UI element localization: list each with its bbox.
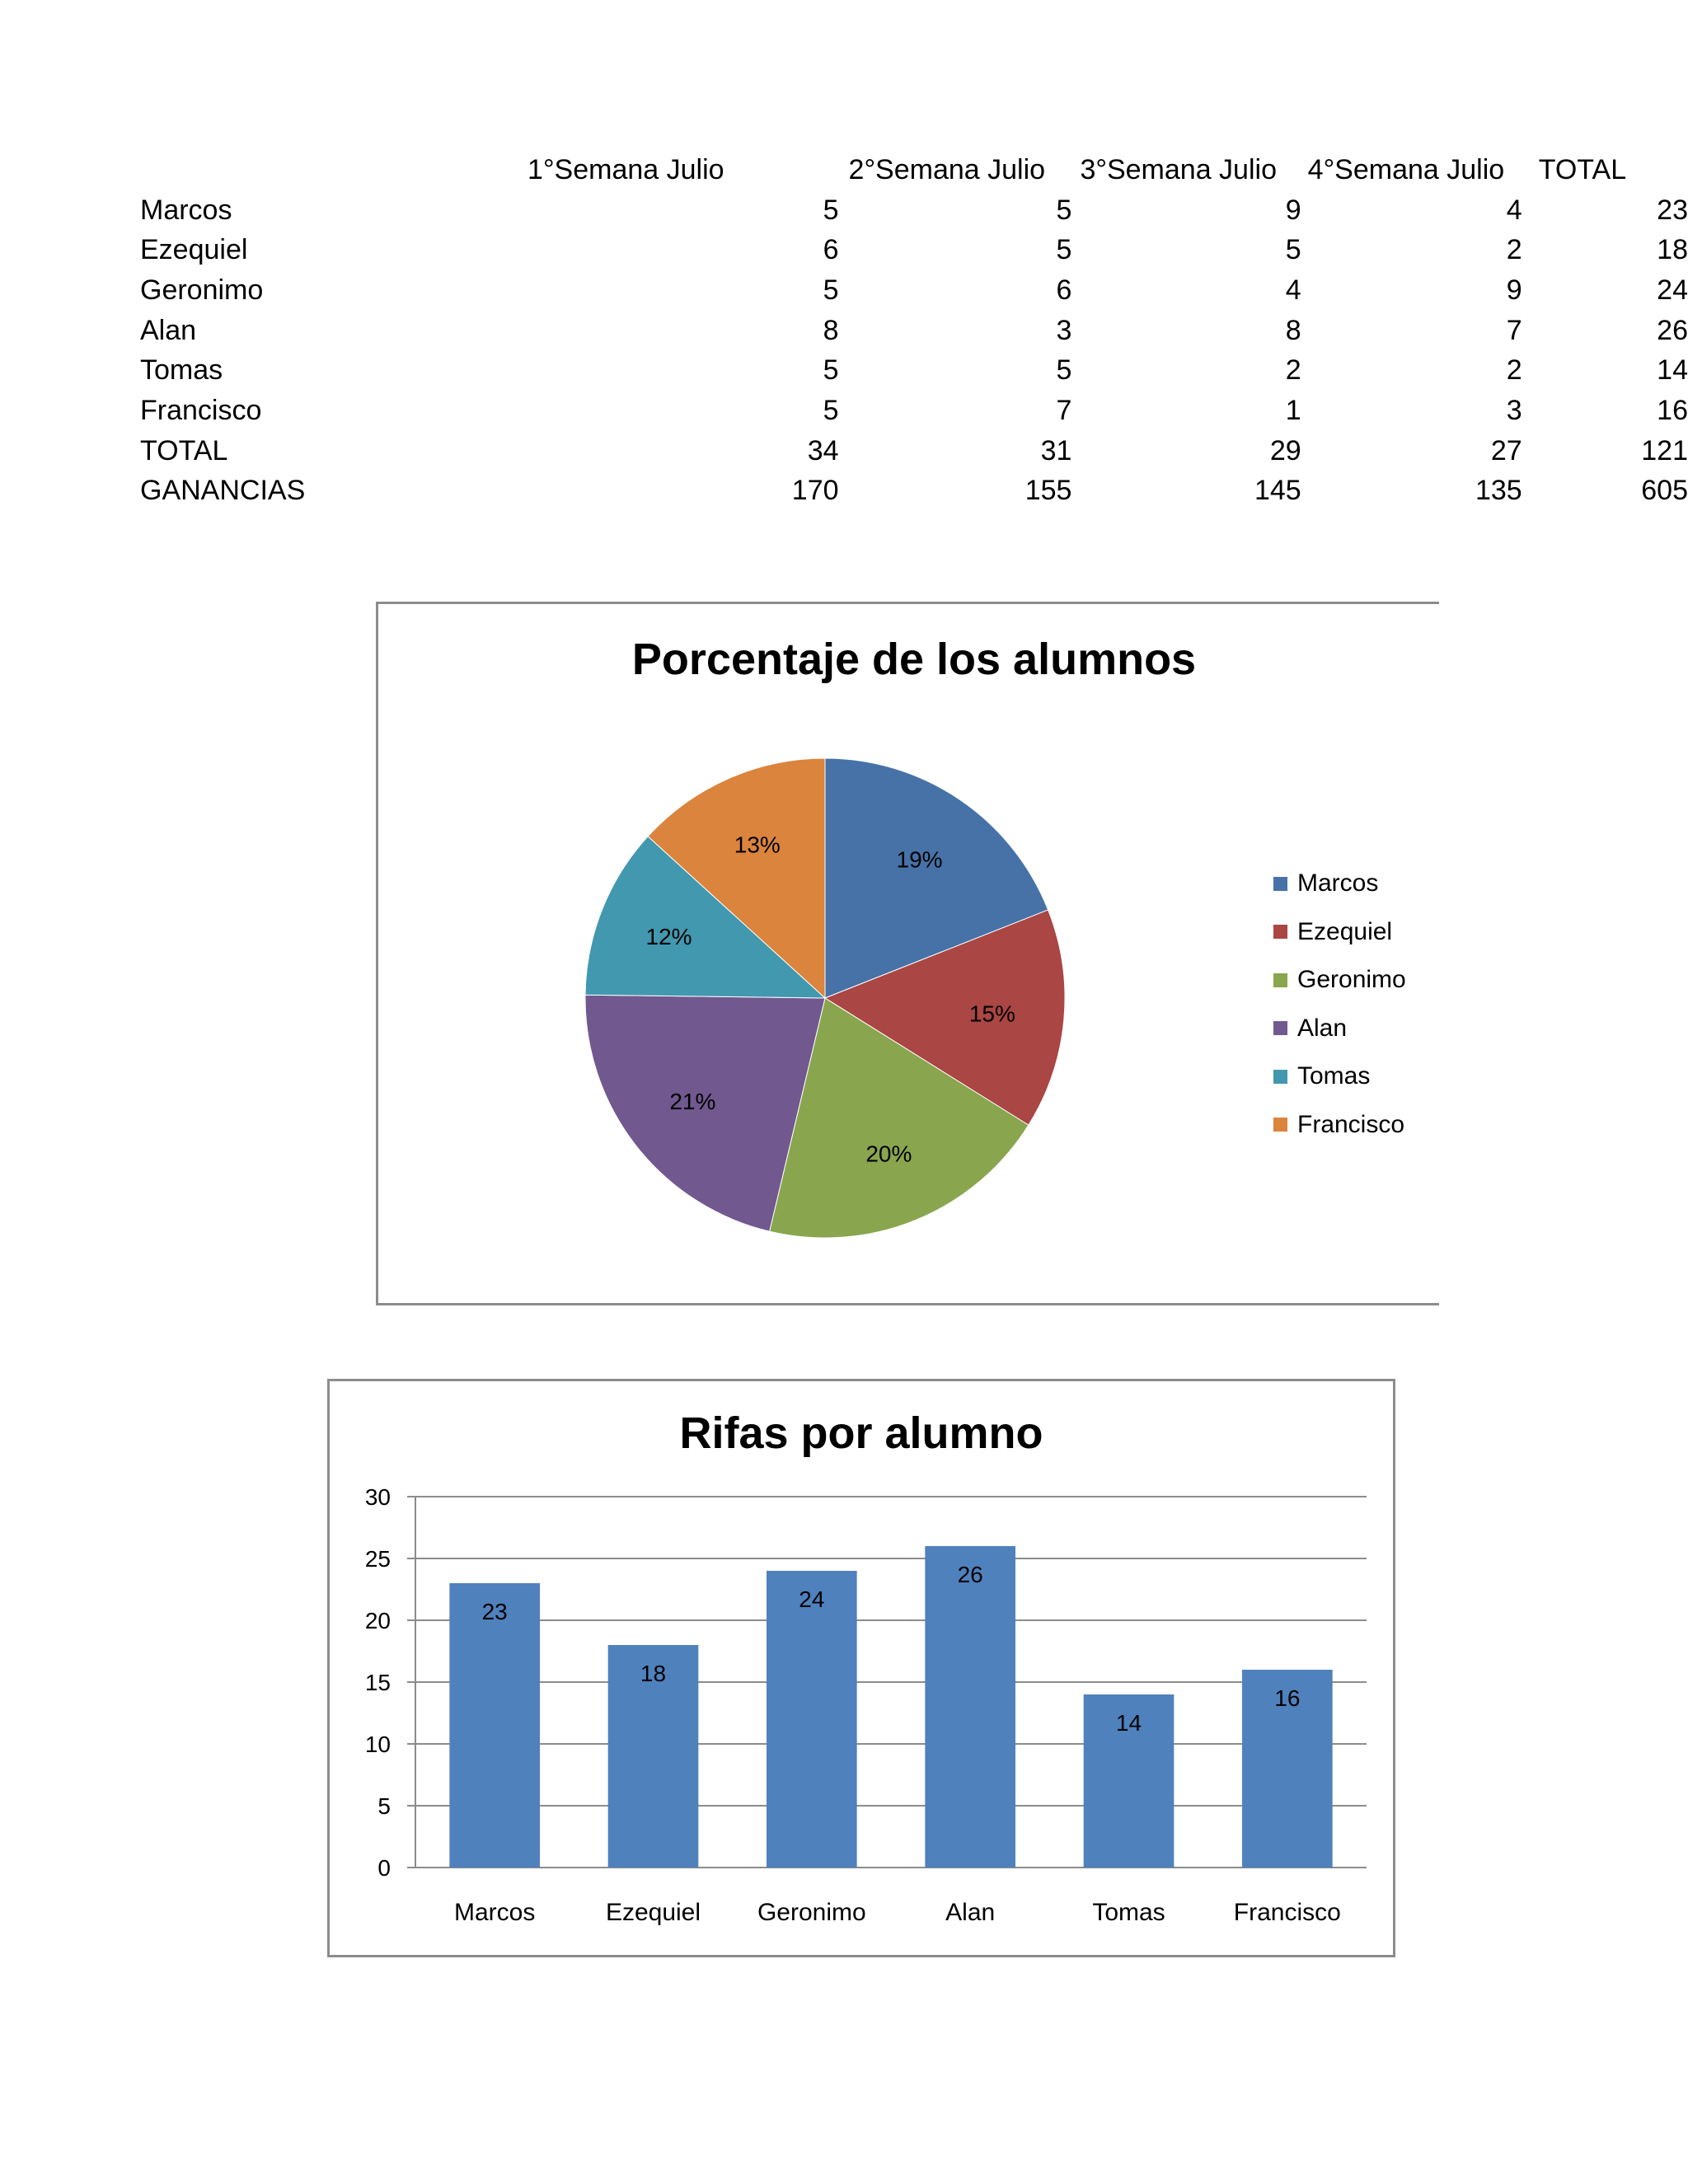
table-cell: 29 — [1269, 434, 1301, 466]
y-tick-label: 30 — [364, 1484, 391, 1510]
y-tick-label: 10 — [364, 1732, 391, 1757]
legend-item — [1273, 1052, 1406, 1101]
column-header: 4°Semana Julio — [1307, 153, 1505, 185]
table-row — [140, 311, 1688, 351]
bar-marcos — [449, 1583, 540, 1868]
column-header: 1°Semana Julio — [528, 153, 724, 185]
column-header: 2°Semana Julio — [848, 153, 1046, 185]
table-row — [140, 431, 1688, 471]
row-label: Marcos — [140, 194, 232, 226]
row-label: Tomas — [140, 354, 223, 387]
table-cell: 4 — [1285, 274, 1301, 306]
table-cell: 605 — [1641, 475, 1688, 507]
table-cell: 2 — [1285, 354, 1301, 387]
legend-swatch — [1273, 1118, 1287, 1132]
table-cell: 7 — [1056, 394, 1072, 426]
pie-data-label: 13% — [734, 832, 781, 858]
table-cell: 14 — [1657, 354, 1688, 387]
y-tick-label: 20 — [364, 1608, 391, 1633]
table-cell: 23 — [1657, 194, 1688, 226]
table-cell: 2 — [1506, 234, 1522, 266]
legend-item — [1273, 1005, 1406, 1053]
table-cell: 5 — [1056, 194, 1072, 226]
legend-label: Tomas — [1297, 1062, 1371, 1090]
table-row — [140, 350, 1688, 391]
row-label: Francisco — [140, 394, 262, 426]
table-cell: 4 — [1506, 194, 1522, 226]
table-cell: 145 — [1254, 475, 1301, 507]
row-label: Alan — [140, 314, 197, 346]
table-cell: 5 — [823, 194, 839, 226]
table-row — [140, 190, 1688, 231]
legend-swatch — [1273, 973, 1287, 987]
legend-label: Ezequiel — [1297, 917, 1393, 945]
bar-chart-plot — [330, 1381, 1398, 1960]
bar-chart-title: Rifas por alumno — [679, 1408, 1043, 1458]
row-label: Geronimo — [140, 274, 264, 306]
legend-item — [1273, 908, 1406, 957]
bar-data-label: 16 — [1274, 1685, 1301, 1711]
row-label: Ezequiel — [140, 234, 248, 266]
table-cell: 6 — [1056, 274, 1072, 306]
bar-data-label: 26 — [957, 1562, 983, 1587]
table-cell: 24 — [1657, 274, 1688, 306]
table-cell: 5 — [823, 394, 839, 426]
table-cell: 155 — [1025, 475, 1072, 507]
y-tick-label: 0 — [377, 1855, 391, 1881]
pie-data-label: 21% — [669, 1089, 716, 1115]
x-tick-label: Ezequiel — [605, 1899, 701, 1926]
table-cell: 1 — [1285, 394, 1301, 426]
y-tick-label: 5 — [377, 1793, 391, 1819]
legend-swatch — [1273, 1070, 1287, 1084]
table-row — [140, 230, 1688, 270]
table-cell: 5 — [823, 354, 839, 387]
bar-chart — [327, 1379, 1395, 1957]
pie-legend — [1273, 860, 1406, 1149]
column-header: 3°Semana Julio — [1080, 153, 1277, 185]
pie-data-label: 20% — [865, 1141, 912, 1167]
legend-label: Alan — [1297, 1014, 1348, 1042]
x-tick-label: Marcos — [453, 1899, 536, 1926]
table-row — [140, 270, 1688, 311]
table-cell: 9 — [1285, 194, 1301, 226]
legend-swatch — [1273, 925, 1287, 939]
table-cell: 16 — [1657, 394, 1688, 426]
x-tick-label: Tomas — [1092, 1899, 1165, 1926]
row-label: TOTAL — [140, 434, 228, 466]
table-cell: 34 — [807, 434, 839, 466]
table-cell: 27 — [1490, 434, 1522, 466]
x-tick-label: Francisco — [1233, 1899, 1341, 1926]
data-table — [140, 150, 1688, 511]
table-cell: 7 — [1506, 314, 1522, 346]
legend-item — [1273, 956, 1406, 1005]
legend-item — [1273, 860, 1406, 908]
table-cell: 5 — [1056, 234, 1072, 266]
pie-data-label: 19% — [896, 846, 943, 873]
bar-alan — [925, 1546, 1015, 1868]
x-tick-label: Geronimo — [757, 1899, 866, 1926]
row-label: GANANCIAS — [140, 475, 306, 507]
legend-label: Geronimo — [1297, 966, 1406, 994]
legend-swatch — [1273, 1021, 1287, 1035]
legend-item — [1273, 1101, 1406, 1150]
table-cell: 6 — [823, 234, 839, 266]
table-cell: 31 — [1040, 434, 1072, 466]
bar-data-label: 18 — [640, 1661, 667, 1686]
table-cell: 5 — [1285, 234, 1301, 266]
y-tick-label: 15 — [364, 1670, 391, 1695]
legend-label: Francisco — [1297, 1110, 1405, 1138]
pie-data-label: 15% — [968, 1001, 1015, 1027]
pie-chart — [376, 602, 1439, 1305]
table-cell: 9 — [1506, 274, 1522, 306]
table-cell: 170 — [791, 475, 839, 507]
bar-geronimo — [767, 1571, 857, 1868]
y-tick-label: 25 — [364, 1546, 391, 1572]
pie-data-label: 12% — [645, 924, 692, 950]
table-cell: 121 — [1641, 434, 1688, 466]
table-cell: 2 — [1506, 354, 1522, 387]
pie-chart-title: Porcentaje de los alumnos — [631, 635, 1197, 684]
table-header-row — [140, 150, 1688, 190]
table-row — [140, 471, 1688, 512]
table-cell: 3 — [1506, 394, 1522, 426]
table-cell: 8 — [1285, 314, 1301, 346]
table-cell: 26 — [1657, 314, 1688, 346]
table-cell: 18 — [1657, 234, 1688, 266]
bar-data-label: 23 — [481, 1599, 508, 1624]
legend-label: Marcos — [1297, 869, 1379, 898]
table-corner — [140, 150, 326, 190]
table-cell: 5 — [1056, 354, 1072, 387]
table-cell: 3 — [1056, 314, 1072, 346]
table-row — [140, 391, 1688, 431]
table-cell: 5 — [823, 274, 839, 306]
table-cell: 8 — [823, 314, 839, 346]
table-cell: 135 — [1475, 475, 1522, 507]
x-tick-label: Alan — [945, 1899, 996, 1926]
legend-swatch — [1273, 877, 1287, 891]
bar-data-label: 14 — [1115, 1710, 1142, 1736]
column-header: TOTAL — [1538, 153, 1627, 185]
bar-data-label: 24 — [799, 1586, 825, 1612]
